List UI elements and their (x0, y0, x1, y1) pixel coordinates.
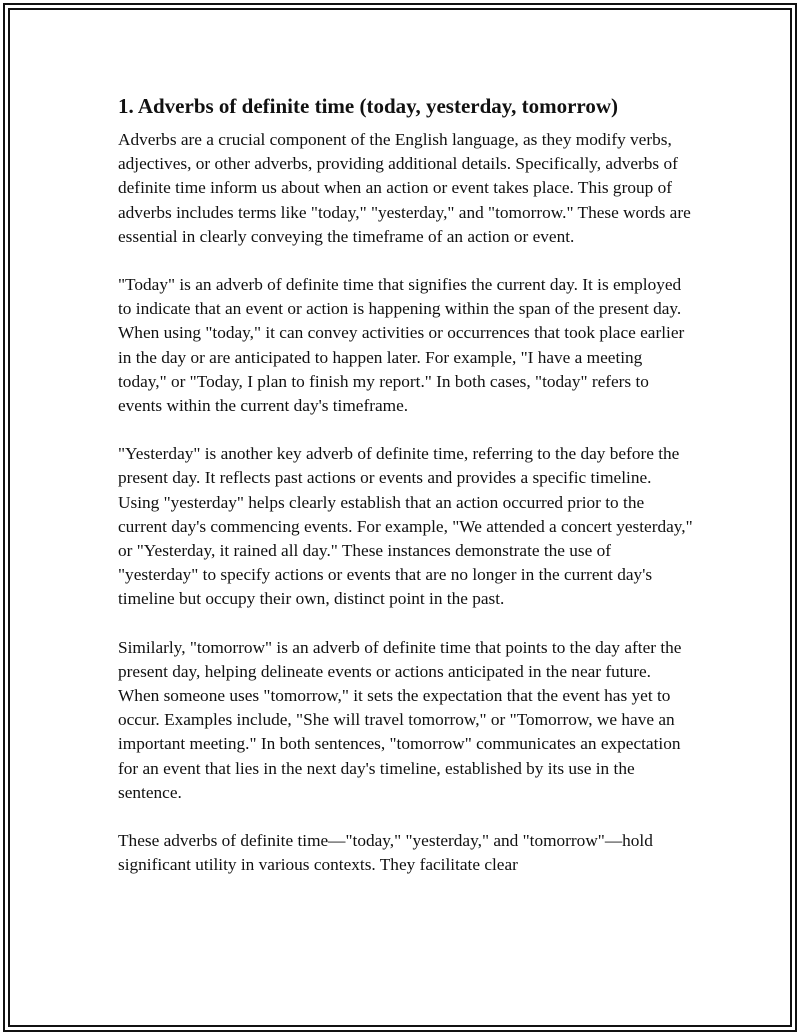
document-body (118, 92, 693, 901)
paragraph-today: "Today" is an adverb of definite time that signifies the current day. It is employed to indicate that an event or action is happening within the span of the present day. When using "today," it can convey activities or occurrences that took place earlier in the day or are anticipated to happen later. For example, "I have a meeting today," or "Today, I plan to finish my report." In both cases, "today" refers to events within the current day's timeframe. (118, 275, 685, 416)
paragraph-tomorrow: Similarly, "tomorrow" is an adverb of definite time that points to the day after the present day, helping delineate events or actions anticipated in the near future. When someone uses "tomorrow," it sets the expectation that the event has yet to occur. Examples include, "She will travel tomorrow," or "Tomorrow, we have an important meeting." In both sentences, "tomorrow" communicates an expectation for an event that lies in the next day's timeline, established by its use in the sentence. (118, 637, 682, 802)
section-heading: 1. Adverbs of definite time (today, yesterday, tomorrow) (118, 94, 619, 118)
paragraph-summary: These adverbs of definite time—"today," "yesterday," and "tomorrow"—hold significant utility in various contexts. They facilitate clear (118, 831, 653, 875)
paragraph-intro: Adverbs are a crucial component of the English language, as they modify verbs, adjectives, or other adverbs, providing additional details. Specifically, adverbs of definite time inform us about when an action or event takes place. This group of adverbs includes terms like "today," "yesterday," and "tomorrow." These words are essential in clearly conveying the timeframe of an action or event. (118, 130, 691, 246)
paragraph-yesterday: "Yesterday" is another key adverb of definite time, referring to the day before the present day. It reflects past actions or events and provides a specific timeline. Using "yesterday" helps clearly establish that an action occurred prior to the current day's commencing events. For example, "We attended a concert yesterday," or "Yesterday, it rained all day." These instances demonstrate the use of "yesterday" to specify actions or events that are no longer in the current day's timeline but occupy their own, distinct point in the past. (118, 444, 693, 609)
